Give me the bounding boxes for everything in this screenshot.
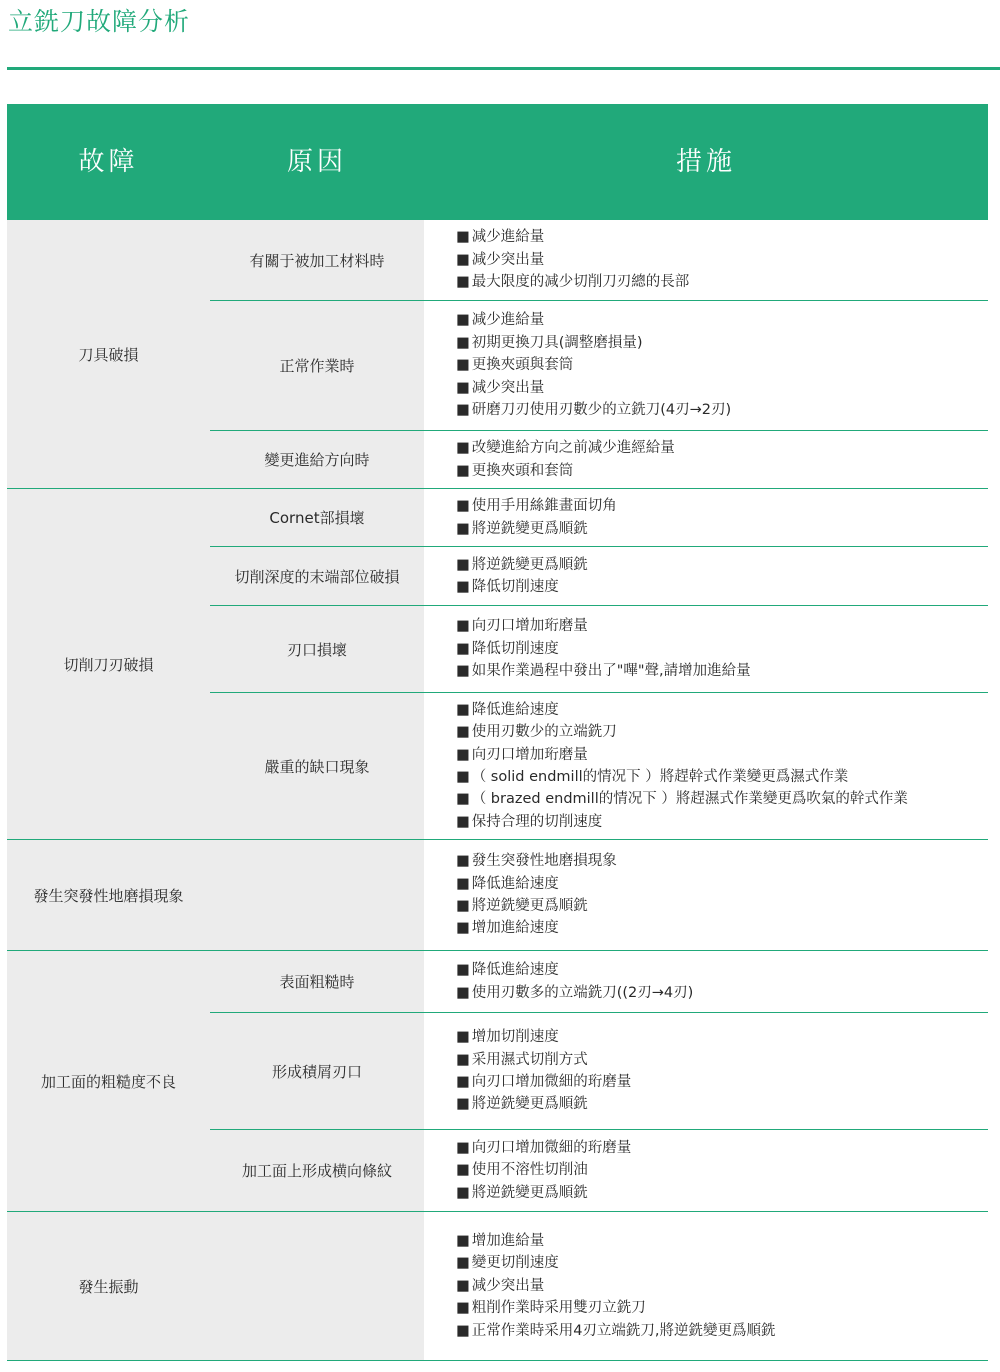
measure-item xyxy=(456,811,988,833)
measure-item xyxy=(456,1297,988,1319)
measures-cell xyxy=(424,547,988,605)
square-bullet-icon: ■ xyxy=(456,379,470,396)
square-bullet-icon: ■ xyxy=(456,1139,470,1156)
measure-item xyxy=(456,766,988,788)
measure-text: 减少突出量 xyxy=(471,1277,545,1294)
square-bullet-icon: ■ xyxy=(456,663,470,680)
square-bullet-icon: ■ xyxy=(456,1300,470,1317)
square-bullet-icon: ■ xyxy=(456,312,470,329)
measure-item xyxy=(456,1182,988,1204)
header-measure: 措施 xyxy=(675,147,736,177)
cause-cell: 正常作業時 xyxy=(210,301,424,430)
measure-item xyxy=(456,1093,988,1115)
table-row xyxy=(210,1212,988,1360)
square-bullet-icon: ■ xyxy=(456,1322,470,1339)
cause-cell xyxy=(210,1212,424,1360)
square-bullet-icon: ■ xyxy=(456,746,470,763)
measure-item xyxy=(456,982,988,1004)
square-bullet-icon: ■ xyxy=(456,357,470,374)
square-bullet-icon: ■ xyxy=(456,1184,470,1201)
cause-cell: 變更進給方向時 xyxy=(210,431,424,488)
square-bullet-icon: ■ xyxy=(456,898,470,914)
measure-text: 使用手用絲錐畫面切角 xyxy=(471,498,617,515)
measure-item xyxy=(456,873,988,895)
square-bullet-icon: ■ xyxy=(456,618,470,635)
square-bullet-icon: ■ xyxy=(456,1051,470,1068)
measure-item xyxy=(456,576,988,598)
measures-cell xyxy=(424,431,988,488)
table-row xyxy=(210,431,988,488)
measure-text: 减少突出量 xyxy=(471,379,545,396)
square-bullet-icon: ■ xyxy=(456,791,470,808)
fault-cell: 刀具破損 xyxy=(7,220,210,488)
square-bullet-icon: ■ xyxy=(456,875,470,892)
measure-item xyxy=(456,721,988,743)
measure-item xyxy=(456,1275,988,1297)
table-row xyxy=(210,301,988,431)
measure-text: 向刃口增加珩磨量 xyxy=(471,746,588,763)
measures-cell xyxy=(424,693,988,839)
table-row xyxy=(210,489,988,547)
measure-text: 將逆銑變更爲順銑 xyxy=(471,1184,588,1201)
measure-text: 改變進給方向之前减少進經給量 xyxy=(471,440,675,457)
measure-item xyxy=(456,226,988,248)
square-bullet-icon: ■ xyxy=(456,1074,470,1090)
table-header xyxy=(7,104,988,220)
fault-group xyxy=(7,840,988,951)
square-bullet-icon: ■ xyxy=(456,1029,470,1046)
measure-item xyxy=(456,249,988,271)
measure-text: 將逆銑變更爲順銑 xyxy=(471,1096,588,1113)
measure-item xyxy=(456,895,988,917)
measure-text: 降低進給速度 xyxy=(471,701,559,718)
measure-item xyxy=(456,332,988,354)
measure-text: 采用濕式切削方式 xyxy=(471,1051,588,1068)
square-bullet-icon: ■ xyxy=(456,813,470,830)
square-bullet-icon: ■ xyxy=(456,462,470,479)
square-bullet-icon: ■ xyxy=(456,640,470,657)
measure-item xyxy=(456,354,988,376)
measure-text: 向刃口增加微細的珩磨量 xyxy=(471,1074,632,1090)
measure-item xyxy=(456,638,988,660)
measure-item xyxy=(456,1230,988,1252)
measure-text: 如果作業過程中發出了"嗶"聲,請增加進給量 xyxy=(471,663,751,680)
measure-item xyxy=(456,271,988,293)
square-bullet-icon: ■ xyxy=(456,984,470,1001)
measure-item xyxy=(456,1049,988,1071)
table-row xyxy=(210,840,988,950)
table-row xyxy=(210,220,988,301)
square-bullet-icon: ■ xyxy=(456,402,470,419)
measures-cell xyxy=(424,606,988,692)
measure-item xyxy=(456,377,988,399)
measure-item xyxy=(456,1320,988,1342)
square-bullet-icon: ■ xyxy=(456,724,470,741)
fault-cell: 發生突發性地磨損現象 xyxy=(7,840,210,950)
cause-cell: 有關于被加工材料時 xyxy=(210,220,424,300)
measure-text: （ solid endmill的情况下 ）將趕幹式作業變更爲濕式作業 xyxy=(471,769,849,785)
fault-cell: 發生振動 xyxy=(7,1212,210,1360)
cause-cell: 形成積屑刃口 xyxy=(210,1013,424,1129)
measure-item xyxy=(456,518,988,540)
fault-group xyxy=(7,1212,988,1361)
square-bullet-icon: ■ xyxy=(456,334,470,351)
measure-item xyxy=(456,399,988,421)
measure-text: 初期更換刀具(調整磨損量) xyxy=(471,334,643,351)
measure-item xyxy=(456,959,988,981)
cause-cell: Cornet部損壞 xyxy=(210,489,424,546)
measure-text: 减少進給量 xyxy=(471,312,545,329)
square-bullet-icon: ■ xyxy=(456,498,470,515)
measure-text: 降低進給速度 xyxy=(471,962,559,979)
square-bullet-icon: ■ xyxy=(456,556,470,573)
measure-text: 降低切削速度 xyxy=(471,640,559,657)
square-bullet-icon: ■ xyxy=(456,853,470,870)
measure-text: 增加切削速度 xyxy=(471,1029,559,1046)
square-bullet-icon: ■ xyxy=(456,962,470,979)
measure-item xyxy=(456,744,988,766)
measure-item xyxy=(456,1026,988,1048)
square-bullet-icon: ■ xyxy=(456,1255,470,1272)
measure-text: 保持合理的切削速度 xyxy=(471,813,603,830)
measure-item xyxy=(456,495,988,517)
header-cause: 原因 xyxy=(286,147,347,177)
cause-cell: 切削深度的末端部位破損 xyxy=(210,547,424,605)
fault-analysis-table xyxy=(7,104,988,1361)
page-title: 立銑刀故障分析 xyxy=(8,7,191,36)
square-bullet-icon: ■ xyxy=(456,1232,470,1249)
square-bullet-icon: ■ xyxy=(456,769,470,785)
measure-item xyxy=(456,788,988,810)
measure-text: 使用刃數多的立端銑刀((2刃→4刃) xyxy=(471,984,694,1001)
measures-cell xyxy=(424,1130,988,1211)
table-row xyxy=(210,1130,988,1211)
measures-cell xyxy=(424,840,988,950)
square-bullet-icon: ■ xyxy=(456,274,470,291)
header-fault: 故障 xyxy=(78,147,139,177)
measure-text: 向刃口增加珩磨量 xyxy=(471,618,588,635)
measure-text: 增加進給速度 xyxy=(471,920,559,937)
cause-cell xyxy=(210,840,424,950)
measure-text: 將逆銑變更爲順銑 xyxy=(471,520,588,537)
measure-text: 正常作業時采用4刃立端銑刀,將逆銑變更爲順銑 xyxy=(471,1322,776,1339)
measure-text: 向刃口增加微細的珩磨量 xyxy=(471,1139,632,1156)
measure-item xyxy=(456,660,988,682)
measure-item xyxy=(456,699,988,721)
measure-item xyxy=(456,1137,988,1159)
table-body xyxy=(7,220,988,1361)
fault-group xyxy=(7,220,988,489)
square-bullet-icon: ■ xyxy=(456,251,470,268)
square-bullet-icon: ■ xyxy=(456,1096,470,1113)
measure-text: （ brazed endmill的情况下 ）將趕濕式作業變更爲吹氣的幹式作業 xyxy=(471,791,908,808)
measure-item xyxy=(456,1252,988,1274)
square-bullet-icon: ■ xyxy=(456,229,470,246)
fault-group xyxy=(7,951,988,1212)
square-bullet-icon: ■ xyxy=(456,1277,470,1294)
measure-text: 將逆銑變更爲順銑 xyxy=(471,556,588,573)
measure-text: 粗削作業時采用雙刃立銑刀 xyxy=(471,1300,646,1317)
measure-text: 最大限度的减少切削刀刃總的長部 xyxy=(471,274,690,291)
cause-cell: 加工面上形成横向條紋 xyxy=(210,1130,424,1211)
measure-item xyxy=(456,437,988,459)
measure-item xyxy=(456,615,988,637)
measure-item xyxy=(456,460,988,482)
table-row xyxy=(210,951,988,1013)
measure-item xyxy=(456,1159,988,1181)
square-bullet-icon: ■ xyxy=(456,520,470,537)
measures-cell xyxy=(424,220,988,300)
table-row xyxy=(210,693,988,839)
square-bullet-icon: ■ xyxy=(456,920,470,937)
measure-text: 發生突發性地磨損現象 xyxy=(471,853,617,870)
measure-text: 更換夾頭和套筒 xyxy=(471,462,574,479)
measures-cell xyxy=(424,951,988,1012)
cause-cell: 表面粗糙時 xyxy=(210,951,424,1012)
square-bullet-icon: ■ xyxy=(456,579,470,595)
measure-text: 降低切削速度 xyxy=(471,579,559,595)
table-row xyxy=(210,606,988,693)
measure-item xyxy=(456,850,988,872)
cause-cell: 嚴重的缺口現象 xyxy=(210,693,424,839)
measure-text: 變更切削速度 xyxy=(471,1255,559,1272)
measure-text: 增加進給量 xyxy=(471,1232,545,1249)
cause-cell: 刃口損壞 xyxy=(210,606,424,692)
measure-item xyxy=(456,917,988,939)
measure-text: 减少突出量 xyxy=(471,251,545,268)
measures-cell xyxy=(424,489,988,546)
measures-cell xyxy=(424,1212,988,1360)
table-row xyxy=(210,1013,988,1130)
measure-text: 使用不溶性切削油 xyxy=(471,1162,588,1179)
table-row xyxy=(210,547,988,606)
measure-item xyxy=(456,554,988,576)
measure-item xyxy=(456,309,988,331)
square-bullet-icon: ■ xyxy=(456,701,470,718)
measures-cell xyxy=(424,1013,988,1129)
title-divider xyxy=(7,67,1000,70)
measure-text: 將逆銑變更爲順銑 xyxy=(471,898,588,914)
fault-cell: 加工面的粗糙度不良 xyxy=(7,951,210,1211)
measure-text: 研磨刀刃使用刃數少的立銑刀(4刃→2刃) xyxy=(471,402,732,419)
square-bullet-icon: ■ xyxy=(456,440,470,457)
fault-cell: 切削刀刃破損 xyxy=(7,489,210,839)
measure-text: 更換夾頭與套筒 xyxy=(471,357,574,374)
measure-text: 降低進給速度 xyxy=(471,875,559,892)
measure-item xyxy=(456,1071,988,1093)
square-bullet-icon: ■ xyxy=(456,1162,470,1179)
measure-text: 使用刃數少的立端銑刀 xyxy=(471,724,617,741)
measure-text: 减少進給量 xyxy=(471,229,545,246)
measures-cell xyxy=(424,301,988,430)
fault-group xyxy=(7,489,988,840)
